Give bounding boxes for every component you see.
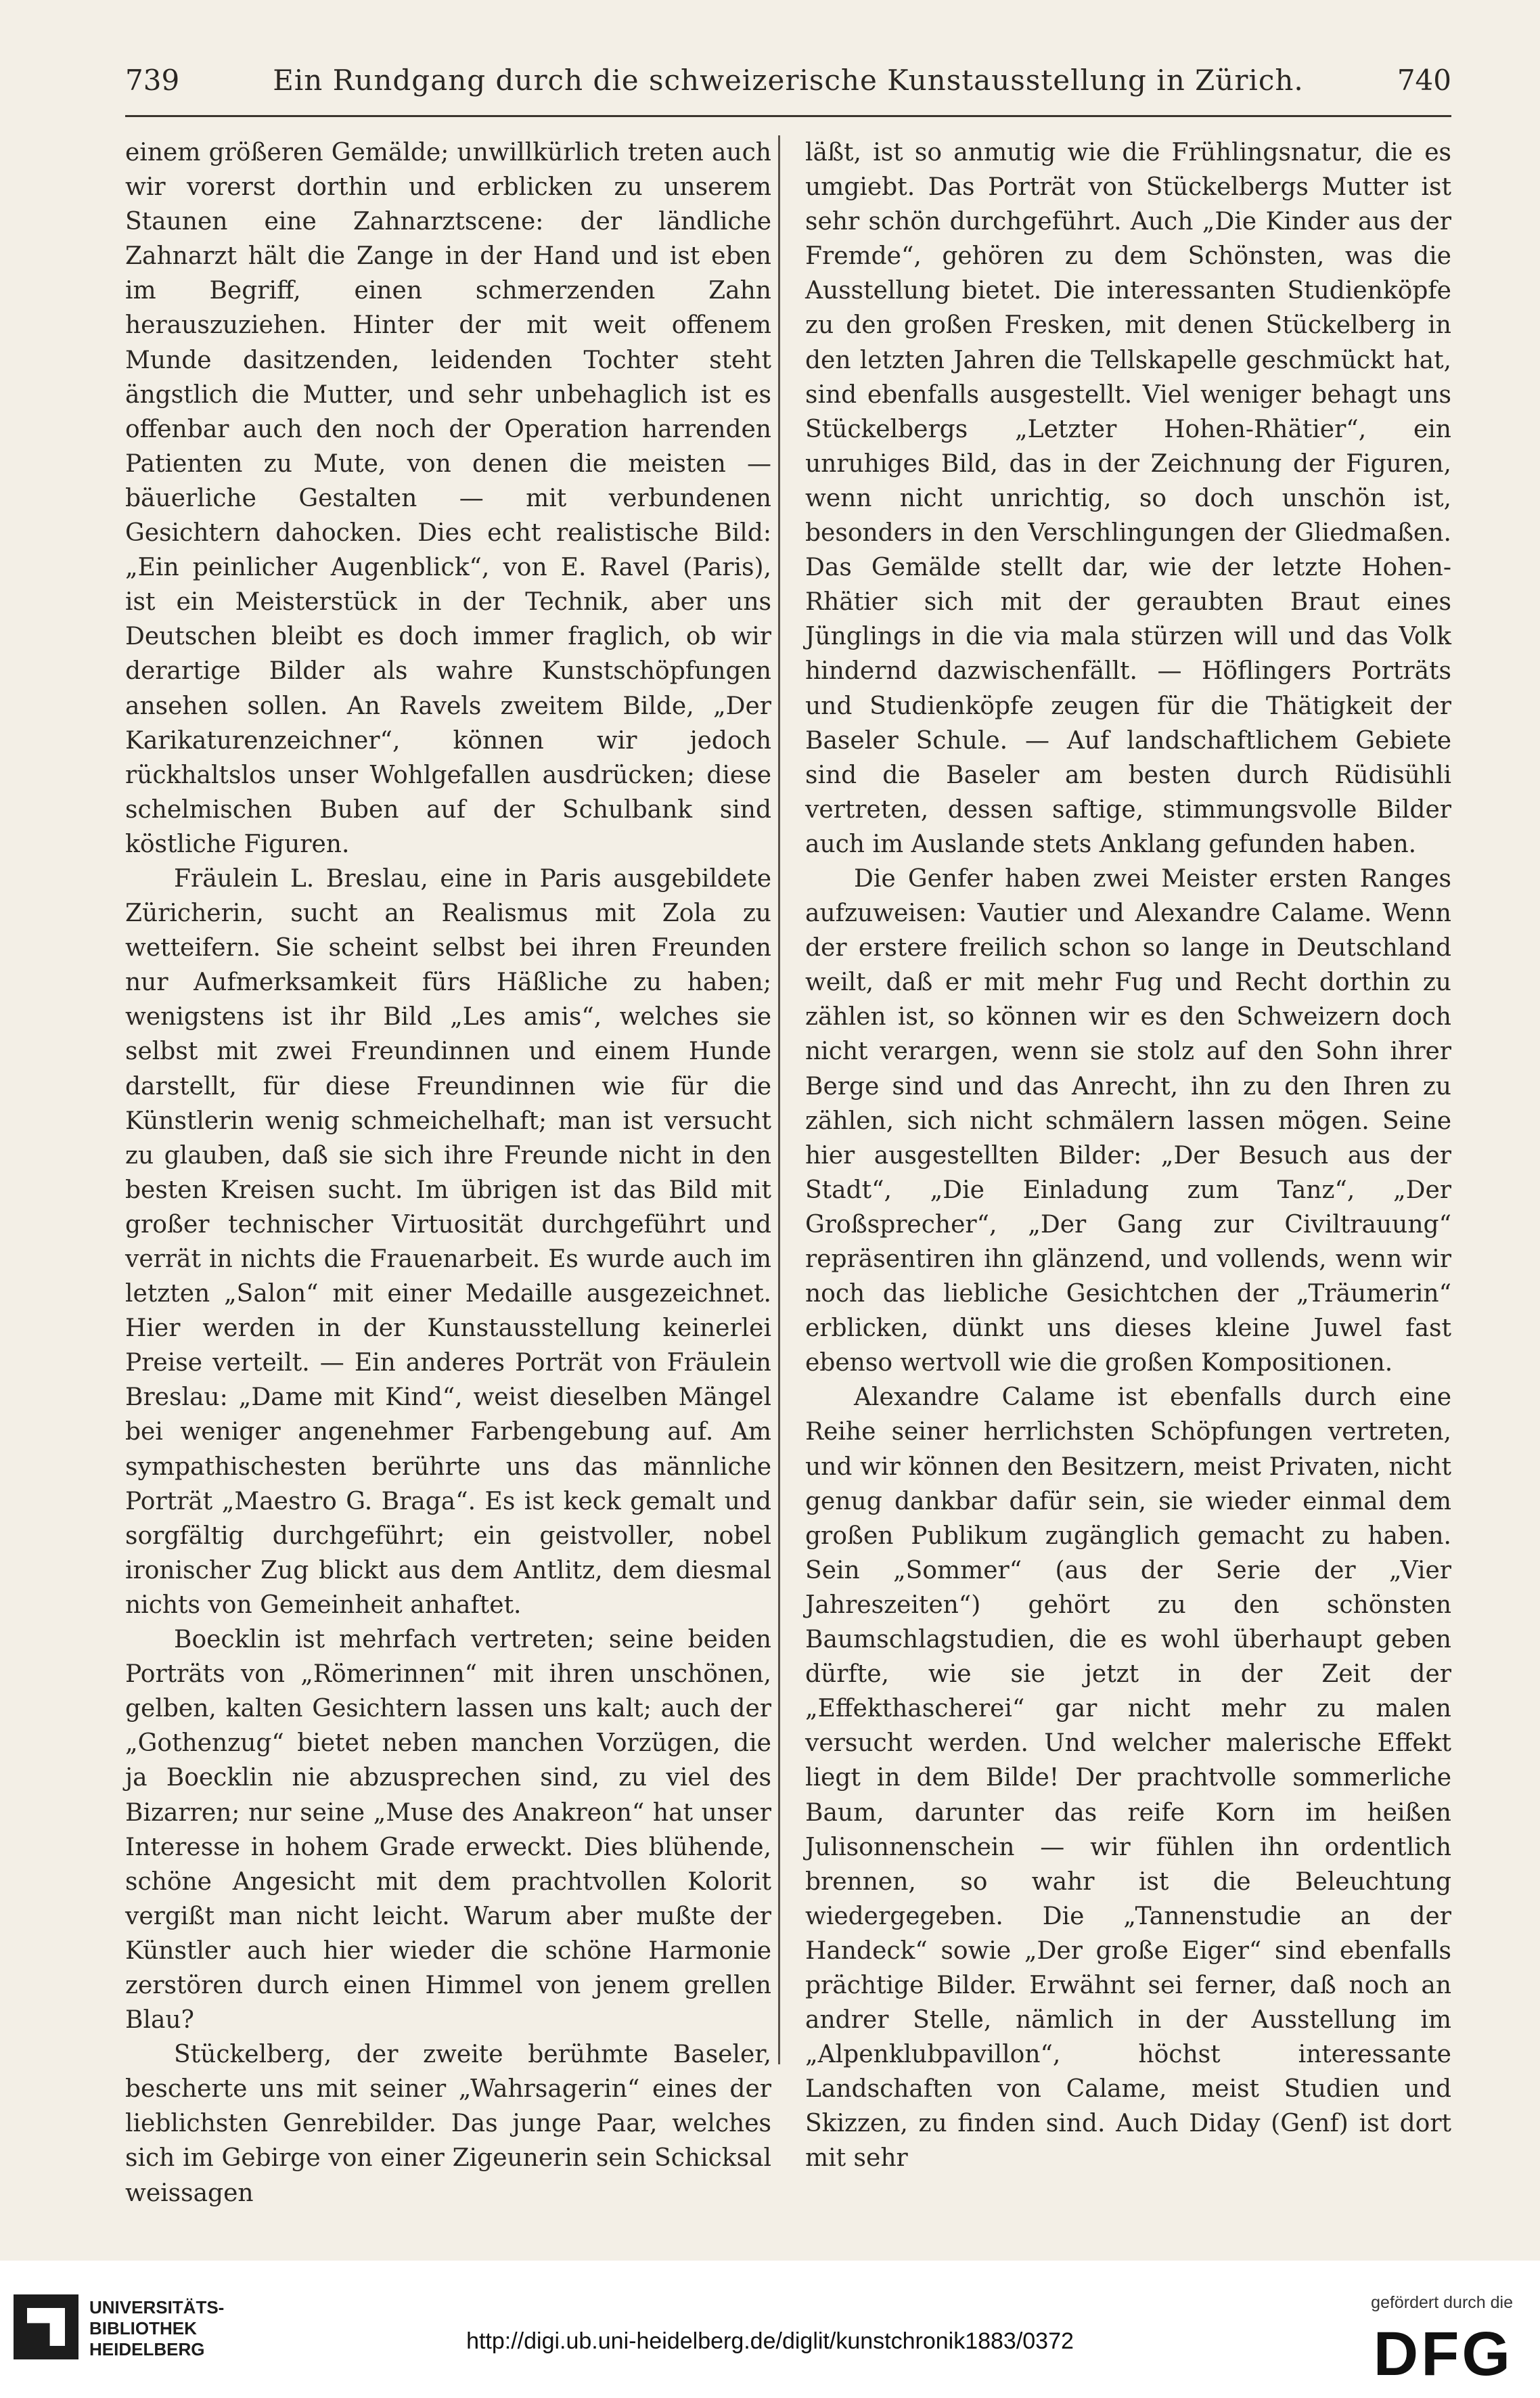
page-header	[125, 60, 1451, 107]
dfg-logo: DFG	[1373, 2319, 1513, 2389]
paragraph: läßt, ist so anmutig wie die Frühlingsnatur, die es umgiebt. Das Porträt von Stückelbergs Mutter ist sehr schön durchgeführt. Auch „Die Kinder aus der Fremde“, gehören zu dem Schönsten, was die Ausstellung bietet. Die interessanten Studienköpfe zu den großen Fresken, mit denen Stückelberg in den letzten Jahren die Tellskapelle geschmückt hat, sind ebenfalls ausgestellt. Viel weniger behagt uns Stückelbergs „Letzter Hohen-Rhätier“, ein unruhiges Bild, das in der Zeichnung der Figuren, wenn nicht unrichtig, so doch unschön ist, besonders in den Verschlingungen der Gliedmaßen. Das Gemälde stellt dar, wie der letzte Hohen-Rhätier sich mit der geraubten Braut eines Jünglings in die via mala stürzen will und das Volk hindernd dazwischenfällt. — Höflingers Porträts und Studienköpfe zeugen für die Thätigkeit der Baseler Schule. — Auf landschaftlichem Gebiete sind die Baseler am besten durch Rüdisühli vertreten, dessen saftige, stimmungsvolle Bilder auch im Auslande stets Anklang gefunden haben.	[805, 139, 1451, 858]
digitization-footer	[0, 2261, 1540, 2398]
paragraph: Die Genfer haben zwei Meister ersten Ranges aufzuweisen: Vautier und Alexandre Calame. Wenn der erstere freilich schon so lange in Deutschland weilt, daß er mit mehr Fug und Recht dorthin zu zählen ist, so können wir es den Schweizern doch nicht verargen, wenn sie stolz auf den Sohn ihrer Berge sind und das Anrecht, ihn zu den Ihren zu zählen, sich nicht schmälern lassen mögen. Seine hier ausgestellten Bilder: „Der Besuch aus der Stadt“, „Die Einladung zum Tanz“, „Der Großsprecher“, „Der Gang zur Civiltrauung“ repräsentiren ihn glänzend, und vollends, wenn wir noch das liebliche Gesichtchen der „Träumerin“ erblicken, dünkt uns dieses kleine Juwel fast ebenso wertvoll wie die großen Kompositionen.	[805, 864, 1451, 1377]
paragraph: Fräulein L. Breslau, eine in Paris ausgebildete Züricherin, sucht an Realismus mit Zola zu wetteifern. Sie scheint selbst bei ihren Freunden nur Aufmerksamkeit fürs Häßliche zu haben; wenigstens ist ihr Bild „Les amis“, welches sie selbst mit zwei Freundinnen und einem Hunde darstellt, für diese Freundinnen wie für die Künstlerin wenig schmeichelhaft; man ist versucht zu glauben, daß sie sich ihre Freunde nicht in den besten Kreisen sucht. Im übrigen ist das Bild mit großer technischer Virtuosität durchgeführt und verrät in nichts die Frauenarbeit. Es wurde auch im letzten „Salon“ mit einer Medaille ausgezeichnet. Hier werden in der Kunstausstellung keinerlei Preise verteilt. — Ein anderes Porträt von Fräulein Breslau: „Dame mit Kind“, weist dieselben Mängel bei weniger angenehmer Farbengebung auf. Am sympathischesten berührte uns das männliche Porträt „Maestro G. Braga“. Es ist keck gemalt und sorgfältig durchgeführt; ein geistvoller, nobel ironischer Zug blickt aus dem Antlitz, dem diesmal nichts von Gemeinheit anhaftet.	[125, 864, 771, 1619]
left-column	[125, 135, 771, 2211]
running-title: Ein Rundgang durch die schweizerische Kunstausstellung in Zürich.	[273, 64, 1304, 97]
funding-note: gefördert durch die	[1371, 2293, 1513, 2312]
paragraph: Alexandre Calame ist ebenfalls durch eine Reihe seiner herrlichsten Schöpfungen vertreten, und wir können den Besitzern, meist Privaten, nicht genug dankbar dafür sein, sie wieder einmal dem großen Publikum zugänglich gemacht zu haben. Sein „Sommer“ (aus der Serie der „Vier Jahreszeiten“) gehört zu den schönsten Baumschlagstudien, die es wohl überhaupt geben dürfte, wie sie jetzt in der Zeit der „Effekthascherei“ gar nicht mehr zu malen versucht werden. Und welcher malerische Effekt liegt in dem Bilde! Der prachtvolle sommerliche Baum, darunter das reife Korn im heißen Julisonnenschein — wir fühlen ihn ordentlich brennen, so wahr ist die Beleuchtung wiedergegeben. Die „Tannenstudie an der Handeck“ sowie „Der große Eiger“ sind ebenfalls prächtige Bilder. Erwähnt sei ferner, daß noch an andrer Stelle, nämlich in der Ausstellung im „Alpenklubpavillon“, höchst interessante Landschaften von Calame, meist Studien und Skizzen, zu finden sind. Auch Diday (Genf) ist dort mit sehr	[805, 1383, 1451, 2173]
page-number-left: 739	[125, 64, 180, 97]
institution-line: BIBLIOTHEK	[89, 2318, 197, 2338]
paragraph: einem größeren Gemälde; unwillkürlich treten auch wir vorerst dorthin und erblicken zu unserem Staunen eine Zahnarztscene: der ländliche Zahnarzt hält die Zange in der Hand und ist eben im Begriff, einen schmerzenden Zahn herauszuziehen. Hinter der mit weit offenem Munde dasitzenden, leidenden Tochter steht ängstlich die Mutter, und sehr unbehaglich ist es offenbar auch den noch der Operation harrenden Patienten zu Mute, von denen die meisten — bäuerliche Gestalten — mit verbundenen Gesichtern dahocken. Dies echt realistische Bild: „Ein peinlicher Augenblick“, von E. Ravel (Paris), ist ein Meisterstück in der Technik, aber uns Deutschen bleibt es doch immer fraglich, ob wir derartige Bilder als wahre Kunstschöpfungen ansehen sollen. An Ravels zweitem Bilde, „Der Karikaturenzeichner“, können wir jedoch rückhaltslos unser Wohlgefallen ausdrücken; diese schelmischen Buben auf der Schulbank sind köstliche Figuren.	[125, 139, 771, 858]
right-column	[805, 135, 1451, 2176]
paragraph: Boecklin ist mehrfach vertreten; seine beiden Porträts von „Römerinnen“ mit ihren unschönen, gelben, kalten Gesichtern lassen uns kalt; auch der „Gothenzug“ bietet neben manchen Vorzügen, die ja Boecklin nie abzusprechen sind, zu viel des Bizarren; nur seine „Muse des Anakreon“ hat unser Interesse in hohem Grade erweckt. Dies blühende, schöne Angesicht mit dem prachtvollen Kolorit vergißt man nicht leicht. Warum aber mußte der Künstler auch hier wieder die schöne Harmonie zerstören durch einen Himmel von jenem grellen Blau?	[125, 1626, 771, 2035]
permalink-url[interactable]: http://digi.ub.uni-heidelberg.de/diglit/kunstchronik1883/0372	[466, 2328, 1074, 2354]
column-rule	[778, 135, 780, 2064]
institution-line: HEIDELBERG	[89, 2339, 205, 2359]
institution-line: UNIVERSITÄTS-	[89, 2297, 225, 2317]
header-rule	[125, 115, 1451, 117]
paragraph: Stückelberg, der zweite berühmte Baseler, bescherte uns mit seiner „Wahrsagerin“ eines der lieblichsten Genrebilder. Das junge Paar, welches sich im Gebirge von einer Zigeunerin sein Schicksal weissagen	[125, 2041, 771, 2207]
page-number-right: 740	[1397, 64, 1451, 97]
